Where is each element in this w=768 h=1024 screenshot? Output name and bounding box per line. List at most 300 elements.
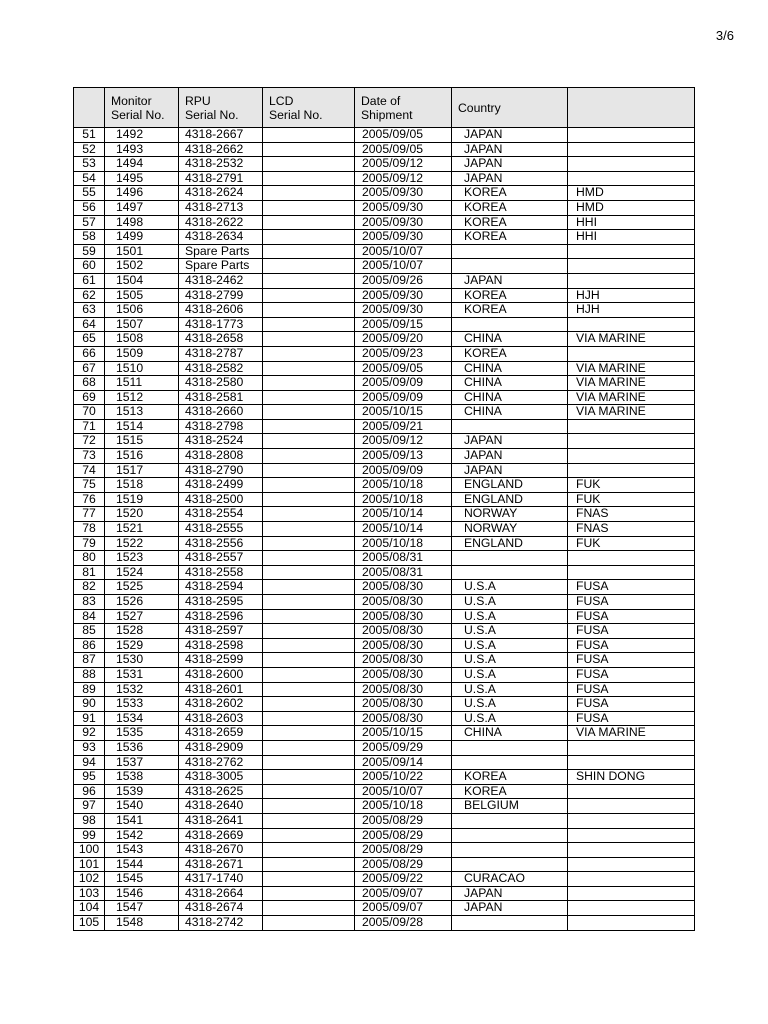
row-index-cell: 58 [74,230,105,245]
row-index-cell: 55 [74,186,105,201]
lcd-serial-cell [263,361,355,376]
row-index-cell: 92 [74,726,105,741]
shipment-date-cell: 2005/08/29 [355,828,452,843]
destination-cell [568,317,695,332]
lcd-serial-cell [263,449,355,464]
monitor-serial-cell: 1510 [105,361,179,376]
table-row [74,507,695,522]
row-index-cell: 76 [74,492,105,507]
country-cell: JAPAN [452,171,568,186]
lcd-serial-cell [263,653,355,668]
destination-cell [568,843,695,858]
country-cell: U.S.A [452,653,568,668]
rpu-serial-cell: 4318-2787 [179,346,263,361]
shipment-date-cell: 2005/08/30 [355,595,452,610]
row-index-cell: 95 [74,770,105,785]
table-row [74,157,695,172]
country-cell: BELGIUM [452,799,568,814]
shipment-date-cell: 2005/08/30 [355,609,452,624]
lcd-serial-cell [263,434,355,449]
row-index-cell: 91 [74,711,105,726]
lcd-serial-cell [263,682,355,697]
monitor-serial-cell: 1495 [105,171,179,186]
destination-cell [568,828,695,843]
monitor-serial-cell: 1518 [105,478,179,493]
monitor-serial-cell: 1492 [105,128,179,143]
shipment-date-cell: 2005/10/18 [355,799,452,814]
monitor-serial-cell: 1499 [105,230,179,245]
monitor-serial-cell: 1541 [105,813,179,828]
destination-cell: FUSA [568,667,695,682]
shipment-date-cell: 2005/08/30 [355,638,452,653]
table-row [74,244,695,259]
country-cell: JAPAN [452,128,568,143]
rpu-serial-cell: 4318-2658 [179,332,263,347]
monitor-serial-cell: 1548 [105,916,179,931]
rpu-serial-cell: 4318-2799 [179,288,263,303]
lcd-serial-cell [263,346,355,361]
row-index-cell: 85 [74,624,105,639]
lcd-serial-cell [263,551,355,566]
rpu-serial-cell: 4318-2556 [179,536,263,551]
destination-cell: HJH [568,288,695,303]
country-cell: JAPAN [452,886,568,901]
table-row [74,463,695,478]
destination-cell: VIA MARINE [568,405,695,420]
monitor-serial-cell: 1534 [105,711,179,726]
header-rpu-serial [179,88,263,128]
monitor-serial-cell: 1536 [105,740,179,755]
shipment-date-cell: 2005/09/14 [355,755,452,770]
shipment-date-cell: 2005/08/29 [355,857,452,872]
table-row [74,405,695,420]
country-cell: JAPAN [452,434,568,449]
rpu-serial-cell: 4318-2599 [179,653,263,668]
destination-cell [568,872,695,887]
shipment-date-cell: 2005/08/31 [355,551,452,566]
row-index-cell: 79 [74,536,105,551]
country-cell: CHINA [452,332,568,347]
rpu-serial-cell: 4318-2600 [179,667,263,682]
row-index-cell: 84 [74,609,105,624]
rpu-serial-cell: 4318-2640 [179,799,263,814]
rpu-serial-cell: 4318-2622 [179,215,263,230]
monitor-serial-cell: 1547 [105,901,179,916]
lcd-serial-cell [263,186,355,201]
table-row [74,624,695,639]
table-row [74,770,695,785]
shipment-date-cell: 2005/09/05 [355,128,452,143]
lcd-serial-cell [263,886,355,901]
monitor-serial-cell: 1529 [105,638,179,653]
destination-cell: HHI [568,230,695,245]
rpu-serial-cell: 4318-1773 [179,317,263,332]
country-cell: U.S.A [452,580,568,595]
row-index-cell: 74 [74,463,105,478]
shipment-date-cell: 2005/10/14 [355,507,452,522]
rpu-serial-cell: 4318-2670 [179,843,263,858]
row-index-cell: 53 [74,157,105,172]
country-cell: KOREA [452,215,568,230]
lcd-serial-cell [263,667,355,682]
monitor-serial-cell: 1537 [105,755,179,770]
shipment-date-cell: 2005/09/12 [355,171,452,186]
lcd-serial-cell [263,273,355,288]
table-row [74,346,695,361]
table-row [74,595,695,610]
row-index-cell: 99 [74,828,105,843]
monitor-serial-cell: 1513 [105,405,179,420]
rpu-serial-cell: 4318-2625 [179,784,263,799]
lcd-serial-cell [263,726,355,741]
rpu-serial-cell: 4318-2713 [179,200,263,215]
monitor-serial-cell: 1506 [105,303,179,318]
table-row [74,813,695,828]
table-row [74,303,695,318]
lcd-serial-cell [263,507,355,522]
lcd-serial-cell [263,799,355,814]
row-index-cell: 102 [74,872,105,887]
rpu-serial-cell: 4318-2624 [179,186,263,201]
destination-cell: VIA MARINE [568,332,695,347]
country-cell: KOREA [452,186,568,201]
row-index-cell: 70 [74,405,105,420]
page-number: 3/6 [715,28,734,43]
lcd-serial-cell [263,697,355,712]
shipment-date-cell: 2005/09/12 [355,434,452,449]
lcd-serial-cell [263,492,355,507]
table-row [74,200,695,215]
table-row [74,449,695,464]
lcd-serial-cell [263,711,355,726]
destination-cell: FUSA [568,638,695,653]
lcd-serial-cell [263,638,355,653]
table-row [74,551,695,566]
lcd-serial-cell [263,463,355,478]
rpu-serial-cell: 4318-2582 [179,361,263,376]
monitor-serial-cell: 1509 [105,346,179,361]
country-cell [452,916,568,931]
row-index-cell: 101 [74,857,105,872]
country-cell: ENGLAND [452,478,568,493]
destination-cell: FUSA [568,609,695,624]
destination-cell: FUSA [568,697,695,712]
destination-cell [568,886,695,901]
monitor-serial-cell: 1521 [105,522,179,537]
lcd-serial-cell [263,522,355,537]
row-index-cell: 77 [74,507,105,522]
header-country: Country [452,88,568,128]
destination-cell [568,142,695,157]
rpu-serial-cell: 4318-2808 [179,449,263,464]
rpu-serial-cell: 4318-2554 [179,507,263,522]
country-cell [452,551,568,566]
country-cell: KOREA [452,346,568,361]
rpu-serial-cell: 4318-2594 [179,580,263,595]
table-row [74,230,695,245]
monitor-serial-cell: 1524 [105,565,179,580]
rpu-serial-cell: 4318-2659 [179,726,263,741]
lcd-serial-cell [263,376,355,391]
country-cell: JAPAN [452,157,568,172]
lcd-serial-cell [263,171,355,186]
monitor-serial-cell: 1542 [105,828,179,843]
lcd-serial-cell [263,565,355,580]
country-cell: U.S.A [452,711,568,726]
country-cell [452,565,568,580]
destination-cell: HMD [568,186,695,201]
rpu-serial-cell: 4318-2790 [179,463,263,478]
monitor-serial-cell: 1502 [105,259,179,274]
rpu-serial-cell: 4318-3005 [179,770,263,785]
table-row [74,828,695,843]
header-monitor-serial [105,88,179,128]
table-row [74,478,695,493]
monitor-serial-cell: 1532 [105,682,179,697]
row-index-cell: 89 [74,682,105,697]
monitor-serial-cell: 1498 [105,215,179,230]
table-row [74,128,695,143]
monitor-serial-cell: 1528 [105,624,179,639]
shipment-date-cell: 2005/08/30 [355,667,452,682]
monitor-serial-cell: 1522 [105,536,179,551]
lcd-serial-cell [263,595,355,610]
destination-cell [568,434,695,449]
row-index-cell: 51 [74,128,105,143]
row-index-cell: 82 [74,580,105,595]
rpu-serial-cell: 4318-2798 [179,419,263,434]
destination-cell: FUSA [568,624,695,639]
shipment-date-cell: 2005/09/09 [355,463,452,478]
country-cell: NORWAY [452,522,568,537]
row-index-cell: 78 [74,522,105,537]
row-index-cell: 87 [74,653,105,668]
shipment-date-cell: 2005/10/18 [355,536,452,551]
lcd-serial-cell [263,244,355,259]
rpu-serial-cell: 4318-2603 [179,711,263,726]
row-index-cell: 68 [74,376,105,391]
shipment-date-cell: 2005/10/22 [355,770,452,785]
row-index-cell: 69 [74,390,105,405]
shipment-date-cell: 2005/09/30 [355,186,452,201]
country-cell [452,740,568,755]
shipment-date-cell: 2005/09/30 [355,230,452,245]
lcd-serial-cell [263,813,355,828]
table-row [74,711,695,726]
rpu-serial-cell: 4318-2499 [179,478,263,493]
monitor-serial-cell: 1545 [105,872,179,887]
rpu-serial-cell: Spare Parts [179,259,263,274]
monitor-serial-cell: 1512 [105,390,179,405]
table-row [74,609,695,624]
country-cell: KOREA [452,770,568,785]
rpu-serial-cell: 4318-2742 [179,916,263,931]
table-row [74,259,695,274]
lcd-serial-cell [263,332,355,347]
row-index-cell: 57 [74,215,105,230]
country-cell [452,317,568,332]
shipment-date-cell: 2005/08/30 [355,682,452,697]
table-row [74,288,695,303]
monitor-serial-cell: 1520 [105,507,179,522]
table-row [74,580,695,595]
monitor-serial-cell: 1517 [105,463,179,478]
country-cell: U.S.A [452,638,568,653]
header-lcd-serial [263,88,355,128]
rpu-serial-cell: 4318-2909 [179,740,263,755]
row-index-cell: 65 [74,332,105,347]
rpu-serial-cell: 4318-2674 [179,901,263,916]
row-index-cell: 71 [74,419,105,434]
shipment-date-cell: 2005/09/30 [355,303,452,318]
lcd-serial-cell [263,828,355,843]
row-index-cell: 98 [74,813,105,828]
destination-cell: FUK [568,492,695,507]
destination-cell [568,463,695,478]
row-index-cell: 75 [74,478,105,493]
rpu-serial-cell: 4318-2580 [179,376,263,391]
shipment-date-cell: 2005/09/30 [355,200,452,215]
shipment-date-cell: 2005/09/15 [355,317,452,332]
rpu-serial-cell: 4318-2601 [179,682,263,697]
row-index-cell: 88 [74,667,105,682]
table-row [74,215,695,230]
shipment-date-cell: 2005/09/20 [355,332,452,347]
destination-cell [568,419,695,434]
country-cell: ENGLAND [452,536,568,551]
country-cell: JAPAN [452,463,568,478]
lcd-serial-cell [263,916,355,931]
destination-cell: SHIN DONG [568,770,695,785]
shipment-date-cell: 2005/09/09 [355,376,452,391]
country-cell [452,813,568,828]
shipment-date-cell: 2005/09/07 [355,886,452,901]
row-index-cell: 62 [74,288,105,303]
rpu-serial-cell: 4318-2762 [179,755,263,770]
monitor-serial-cell: 1527 [105,609,179,624]
row-index-cell: 97 [74,799,105,814]
monitor-serial-cell: 1496 [105,186,179,201]
monitor-serial-cell: 1508 [105,332,179,347]
table-row [74,682,695,697]
shipment-date-cell: 2005/09/13 [355,449,452,464]
monitor-serial-cell: 1515 [105,434,179,449]
shipment-date-cell: 2005/08/30 [355,697,452,712]
destination-cell [568,244,695,259]
table-row [74,886,695,901]
destination-cell [568,799,695,814]
destination-cell: VIA MARINE [568,390,695,405]
shipment-date-cell: 2005/08/29 [355,813,452,828]
country-cell: U.S.A [452,697,568,712]
header-lcd-line1: LCD [269,93,294,108]
rpu-serial-cell: 4318-2596 [179,609,263,624]
header-date-line1: Date of [361,93,401,108]
monitor-serial-cell: 1501 [105,244,179,259]
lcd-serial-cell [263,843,355,858]
destination-cell: VIA MARINE [568,376,695,391]
shipment-date-cell: 2005/10/07 [355,784,452,799]
country-cell: CURACAO [452,872,568,887]
country-cell: ENGLAND [452,492,568,507]
table-body [74,128,695,931]
destination-cell [568,784,695,799]
monitor-serial-cell: 1507 [105,317,179,332]
lcd-serial-cell [263,609,355,624]
row-index-cell: 72 [74,434,105,449]
row-index-cell: 54 [74,171,105,186]
country-cell: CHINA [452,361,568,376]
rpu-serial-cell: 4318-2581 [179,390,263,405]
row-index-cell: 86 [74,638,105,653]
monitor-serial-cell: 1535 [105,726,179,741]
row-index-cell: 63 [74,303,105,318]
row-index-cell: 67 [74,361,105,376]
country-cell [452,755,568,770]
rpu-serial-cell: 4318-2671 [179,857,263,872]
table-row [74,332,695,347]
destination-cell [568,449,695,464]
monitor-serial-cell: 1497 [105,200,179,215]
shipment-date-cell: 2005/10/15 [355,726,452,741]
header-rpu-line1: RPU [185,93,211,108]
row-index-cell: 73 [74,449,105,464]
table-row [74,142,695,157]
country-cell [452,828,568,843]
row-index-cell: 90 [74,697,105,712]
table-row [74,726,695,741]
lcd-serial-cell [263,857,355,872]
rpu-serial-cell: 4317-1740 [179,872,263,887]
shipment-date-cell: 2005/09/28 [355,916,452,931]
rpu-serial-cell: 4318-2664 [179,886,263,901]
destination-cell [568,346,695,361]
row-index-cell: 80 [74,551,105,566]
destination-cell: HMD [568,200,695,215]
monitor-serial-cell: 1544 [105,857,179,872]
monitor-serial-cell: 1523 [105,551,179,566]
shipment-date-cell: 2005/09/22 [355,872,452,887]
destination-cell: FUK [568,478,695,493]
shipment-date-cell: 2005/08/30 [355,653,452,668]
monitor-serial-cell: 1530 [105,653,179,668]
shipment-date-cell: 2005/08/30 [355,580,452,595]
lcd-serial-cell [263,536,355,551]
destination-cell [568,901,695,916]
rpu-serial-cell: 4318-2669 [179,828,263,843]
rpu-serial-cell: 4318-2791 [179,171,263,186]
shipment-date-cell: 2005/09/29 [355,740,452,755]
row-index-cell: 64 [74,317,105,332]
monitor-serial-cell: 1539 [105,784,179,799]
header-row [74,88,695,128]
table-row [74,536,695,551]
destination-cell: VIA MARINE [568,361,695,376]
country-cell: U.S.A [452,595,568,610]
table-row [74,273,695,288]
table-row [74,638,695,653]
monitor-serial-cell: 1511 [105,376,179,391]
rpu-serial-cell: 4318-2597 [179,624,263,639]
country-cell: U.S.A [452,667,568,682]
destination-cell [568,157,695,172]
lcd-serial-cell [263,259,355,274]
shipment-date-cell: 2005/08/30 [355,711,452,726]
country-cell: U.S.A [452,609,568,624]
lcd-serial-cell [263,740,355,755]
destination-cell: VIA MARINE [568,726,695,741]
shipment-date-cell: 2005/09/23 [355,346,452,361]
